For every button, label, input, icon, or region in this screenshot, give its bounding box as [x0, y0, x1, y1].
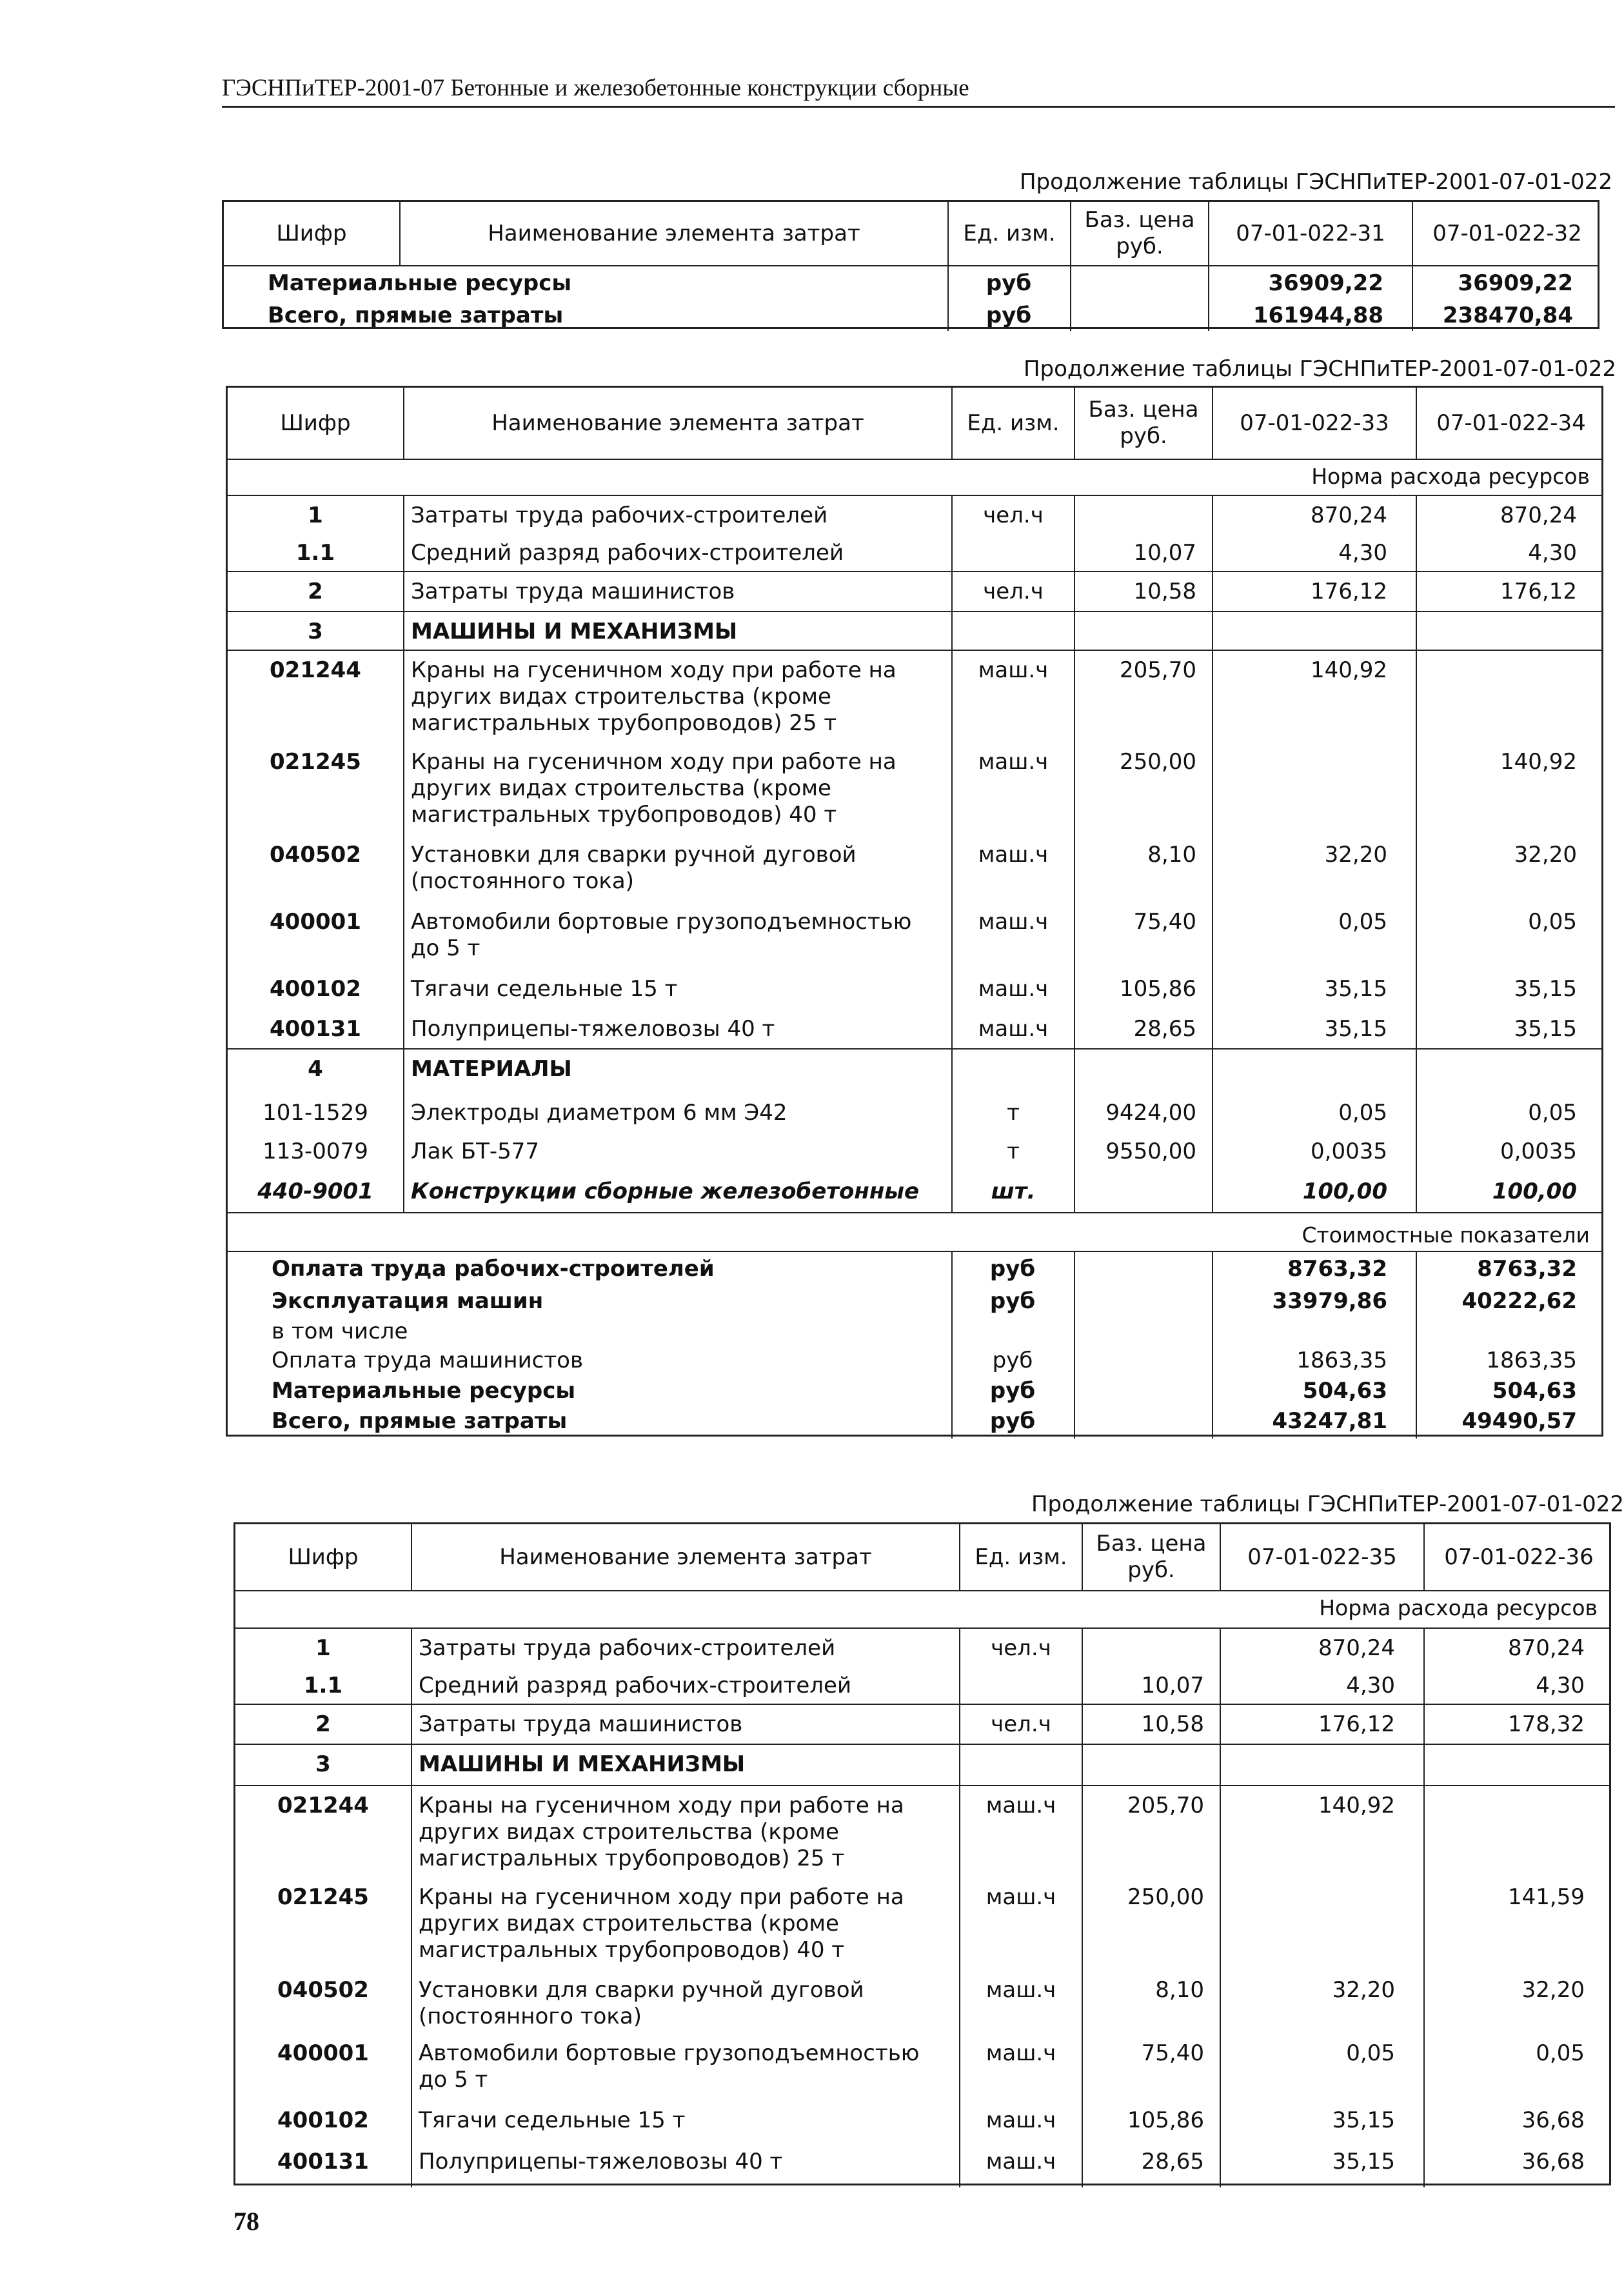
row-value-b: 36,68 — [1423, 2142, 1613, 2187]
row-value-a: 32,20 — [1212, 835, 1416, 902]
row-unit: маш.ч — [951, 835, 1074, 902]
row-code: 021245 — [270, 749, 361, 775]
row-value-b: 4,30 — [1423, 1666, 1613, 1704]
col-name-header: Наименование элемента затрат — [399, 202, 947, 265]
row-value-b: 0,05 — [1423, 2034, 1613, 2101]
total-row — [228, 1317, 1601, 1346]
row-value-b: 140,92 — [1416, 742, 1605, 835]
row-value-a: 0,05 — [1212, 902, 1416, 970]
row-unit: чел.ч — [951, 496, 1074, 533]
row-value-b: 141,59 — [1423, 1878, 1613, 1971]
total-unit: руб — [985, 270, 1032, 296]
row-code: 1 — [315, 1635, 331, 1661]
total-unit — [951, 1317, 1074, 1346]
row-value-b: 870,24 — [1416, 496, 1605, 533]
total-value-a: 8763,32 — [1287, 1256, 1387, 1282]
total-label: Эксплуатация машин — [272, 1288, 544, 1314]
total-row — [228, 1287, 1601, 1317]
row-code: 400001 — [270, 909, 361, 935]
table-row — [228, 970, 1601, 1010]
row-value-a: 35,15 — [1220, 2101, 1423, 2142]
total-row — [228, 1407, 1601, 1437]
row-value-b — [1423, 1786, 1613, 1878]
row-price — [1082, 1745, 1220, 1785]
row-price: 250,00 — [1082, 1878, 1220, 1971]
row-price: 9550,00 — [1074, 1132, 1212, 1172]
total-unit: руб — [985, 303, 1032, 328]
row-unit: маш.ч — [959, 2034, 1082, 2101]
row-unit: маш.ч — [959, 1786, 1082, 1878]
row-unit: маш.ч — [951, 1010, 1074, 1048]
table-row — [235, 1627, 1609, 1666]
row-code: 021244 — [277, 1793, 369, 1818]
row-code: 3 — [315, 1751, 331, 1777]
resource-table — [222, 200, 1599, 329]
row-name: Затраты труда рабочих-строителей — [411, 1629, 959, 1666]
row-value-a: 176,12 — [1220, 1705, 1423, 1744]
table-row — [228, 742, 1601, 835]
total-value-a: 504,63 — [1302, 1378, 1387, 1404]
cost-section-label: Стоимостные показатели — [1302, 1222, 1590, 1248]
row-unit — [959, 1666, 1082, 1704]
table-row — [235, 1785, 1609, 1878]
row-code: 2 — [308, 579, 323, 604]
table-row — [235, 2142, 1609, 2187]
col-code-header: Шифр — [288, 1544, 359, 1570]
row-code: 400131 — [277, 2149, 369, 2175]
row-price: 205,70 — [1082, 1786, 1220, 1878]
running-header — [222, 72, 1615, 108]
row-value-b: 35,15 — [1416, 970, 1605, 1010]
total-label: Оплата труда машинистов — [272, 1348, 584, 1373]
table-row — [228, 495, 1601, 533]
total-value-a: 36909,22 — [1268, 270, 1383, 296]
row-price: 10,58 — [1074, 572, 1212, 611]
col-code-b-header: 07-01-022-32 — [1412, 202, 1601, 265]
table-row — [235, 1971, 1609, 2034]
row-unit: шт. — [951, 1172, 1074, 1212]
row-code: 2 — [315, 1711, 331, 1737]
row-value-b — [1416, 651, 1605, 742]
row-name: Электроды диаметром 6 мм Э42 — [403, 1093, 951, 1132]
total-value-a: 1863,35 — [1296, 1348, 1387, 1373]
row-code: 4 — [308, 1056, 323, 1082]
total-value-b: 504,63 — [1492, 1378, 1577, 1404]
row-price — [1074, 496, 1212, 533]
table-row — [228, 835, 1601, 902]
row-name: Установки для сварки ручной дуговой (постоянного тока) — [411, 1971, 959, 2034]
row-unit: маш.ч — [959, 1971, 1082, 2034]
row-value-a — [1212, 1050, 1416, 1093]
norm-section-row — [235, 1590, 1609, 1627]
row-code: 1.1 — [303, 1673, 343, 1698]
table-row — [228, 1132, 1601, 1172]
row-value-a: 140,92 — [1212, 651, 1416, 742]
table-caption: Продолжение таблицы ГЭСНПиТЕР-2001-07-01-022 — [1023, 356, 1616, 382]
row-name: Средний разряд рабочих-строителей — [411, 1666, 959, 1704]
row-code: 400102 — [277, 2107, 369, 2133]
table-row — [228, 571, 1601, 611]
total-label: Материальные ресурсы — [268, 270, 572, 296]
table-row — [228, 533, 1601, 571]
row-name: Конструкции сборные железобетонные — [403, 1172, 951, 1212]
row-value-a — [1212, 742, 1416, 835]
row-value-a — [1212, 612, 1416, 650]
row-value-a: 4,30 — [1212, 533, 1416, 571]
total-value-b: 238470,84 — [1442, 303, 1573, 328]
table-row — [228, 611, 1601, 650]
table-header-row — [224, 202, 1598, 265]
total-row — [224, 269, 1598, 301]
row-code: 400102 — [270, 976, 361, 1002]
total-unit: руб — [989, 1378, 1036, 1404]
row-value-a: 140,92 — [1220, 1786, 1423, 1878]
total-value-b: 36909,22 — [1458, 270, 1573, 296]
row-name: Тягачи седельные 15 т — [411, 2101, 959, 2142]
row-price: 8,10 — [1082, 1971, 1220, 2034]
norm-section-row — [228, 459, 1601, 495]
row-price — [1074, 1050, 1212, 1093]
row-value-b: 36,68 — [1423, 2101, 1613, 2142]
row-unit: т — [951, 1093, 1074, 1132]
row-value-a: 870,24 — [1212, 496, 1416, 533]
table-row — [235, 2101, 1609, 2142]
row-code: 1.1 — [295, 540, 335, 566]
row-name: Средний разряд рабочих-строителей — [403, 533, 951, 571]
row-code: 3 — [308, 619, 323, 644]
row-name: МАШИНЫ И МЕХАНИЗМЫ — [403, 612, 951, 650]
col-code-header: Шифр — [280, 410, 351, 436]
total-label: Материальные ресурсы — [272, 1378, 576, 1404]
total-value-b: 8763,32 — [1477, 1256, 1577, 1282]
total-value-b: 49490,57 — [1461, 1408, 1577, 1434]
row-unit: маш.ч — [951, 742, 1074, 835]
row-name: Затраты труда машинистов — [403, 572, 951, 611]
col-unit-header: Ед. изм. — [947, 202, 1070, 265]
row-name: Лак БТ-577 — [403, 1132, 951, 1172]
row-code: 021244 — [270, 657, 361, 683]
row-unit: маш.ч — [951, 651, 1074, 742]
col-unit-header: Ед. изм. — [951, 388, 1074, 459]
table-row — [235, 1878, 1609, 1971]
total-row — [228, 1377, 1601, 1407]
total-value-a: 33979,86 — [1272, 1288, 1387, 1314]
col-code-a-header: 07-01-022-35 — [1220, 1524, 1423, 1590]
table-row — [228, 1010, 1601, 1048]
resource-table — [233, 1522, 1611, 2185]
total-value-a: 161944,88 — [1253, 303, 1383, 328]
total-value-a — [1212, 1317, 1416, 1346]
row-unit: маш.ч — [951, 902, 1074, 970]
totals-block — [228, 1251, 1601, 1438]
row-unit — [951, 533, 1074, 571]
total-unit: руб — [989, 1256, 1036, 1282]
row-price: 75,40 — [1082, 2034, 1220, 2101]
col-price-header: Баз. цена руб. — [1074, 388, 1212, 459]
table-header-row — [228, 388, 1601, 459]
col-name-header: Наименование элемента затрат — [403, 388, 951, 459]
col-price-header: Баз. цена руб. — [1082, 1524, 1220, 1590]
row-value-a: 176,12 — [1212, 572, 1416, 611]
total-label: Всего, прямые затраты — [268, 303, 564, 328]
row-value-b: 100,00 — [1416, 1172, 1605, 1212]
total-unit: руб — [989, 1288, 1036, 1314]
total-label: Всего, прямые затраты — [272, 1408, 568, 1434]
row-unit — [951, 1050, 1074, 1093]
row-value-b: 32,20 — [1423, 1971, 1613, 2034]
row-unit: т — [951, 1132, 1074, 1172]
row-value-b — [1416, 1050, 1605, 1093]
total-unit: руб — [992, 1348, 1033, 1373]
row-price: 105,86 — [1082, 2101, 1220, 2142]
row-price: 28,65 — [1074, 1010, 1212, 1048]
row-value-a — [1220, 1878, 1423, 1971]
table-row — [228, 1048, 1601, 1093]
row-name: Краны на гусеничном ходу при работе на других видах строительства (кроме магистральных трубопроводов) 40 т — [403, 742, 951, 835]
row-code: 021245 — [277, 1884, 369, 1910]
table-header-row — [235, 1524, 1609, 1590]
row-value-a: 32,20 — [1220, 1971, 1423, 2034]
row-value-a: 35,15 — [1212, 1010, 1416, 1048]
norm-section-label: Норма расхода ресурсов — [1319, 1595, 1598, 1620]
norm-section-label: Норма расхода ресурсов — [1311, 464, 1590, 489]
row-value-a — [1220, 1745, 1423, 1785]
table-row — [228, 1093, 1601, 1132]
total-value-b: 40222,62 — [1461, 1288, 1577, 1314]
row-unit: маш.ч — [959, 2142, 1082, 2187]
row-unit — [959, 1745, 1082, 1785]
total-value-b — [1416, 1317, 1605, 1346]
total-row — [228, 1346, 1601, 1377]
cost-section-row — [228, 1212, 1601, 1251]
col-unit-header: Ед. изм. — [959, 1524, 1082, 1590]
row-code: 040502 — [270, 842, 361, 868]
table-row — [235, 1744, 1609, 1785]
total-label: в том числе — [272, 1319, 408, 1344]
row-unit: маш.ч — [959, 2101, 1082, 2142]
row-value-b: 35,15 — [1416, 1010, 1605, 1048]
row-name: МАШИНЫ И МЕХАНИЗМЫ — [411, 1745, 959, 1785]
resource-table — [226, 386, 1603, 1437]
row-value-a: 4,30 — [1220, 1666, 1423, 1704]
row-code: 400001 — [277, 2040, 369, 2066]
row-value-a: 0,05 — [1220, 2034, 1423, 2101]
row-price: 10,58 — [1082, 1705, 1220, 1744]
row-value-b: 0,05 — [1416, 902, 1605, 970]
totals-block — [224, 265, 1598, 331]
row-name: Краны на гусеничном ходу при работе на других видах строительства (кроме магистральных трубопроводов) 25 т — [411, 1786, 959, 1878]
row-name: Автомобили бортовые грузоподъемностью до 5 т — [411, 2034, 959, 2101]
row-code: 400131 — [270, 1016, 361, 1042]
row-value-a: 35,15 — [1212, 970, 1416, 1010]
row-value-a: 100,00 — [1212, 1172, 1416, 1212]
row-name: Полуприцепы-тяжеловозы 40 т — [403, 1010, 951, 1048]
row-name: Тягачи седельные 15 т — [403, 970, 951, 1010]
col-code-a-header: 07-01-022-31 — [1208, 202, 1412, 265]
table-caption: Продолжение таблицы ГЭСНПиТЕР-2001-07-01-022 — [1019, 169, 1612, 195]
row-value-b: 176,12 — [1416, 572, 1605, 611]
total-label: Оплата труда рабочих-строителей — [272, 1256, 715, 1282]
row-value-b: 0,05 — [1416, 1093, 1605, 1132]
row-price: 28,65 — [1082, 2142, 1220, 2187]
total-value-a: 43247,81 — [1272, 1408, 1387, 1434]
total-unit: руб — [989, 1408, 1036, 1434]
row-price: 250,00 — [1074, 742, 1212, 835]
col-code-b-header: 07-01-022-34 — [1416, 388, 1605, 459]
table-row — [235, 1704, 1609, 1744]
row-value-a: 0,05 — [1212, 1093, 1416, 1132]
row-value-a: 870,24 — [1220, 1629, 1423, 1666]
row-price: 205,70 — [1074, 651, 1212, 742]
row-code: 040502 — [277, 1977, 369, 2003]
total-value-b: 1863,35 — [1486, 1348, 1577, 1373]
row-price: 105,86 — [1074, 970, 1212, 1010]
row-unit: маш.ч — [951, 970, 1074, 1010]
row-code: 1 — [308, 503, 323, 528]
row-code: 101-1529 — [262, 1100, 368, 1126]
col-code-a-header: 07-01-022-33 — [1212, 388, 1416, 459]
row-price: 10,07 — [1082, 1666, 1220, 1704]
row-value-b — [1416, 612, 1605, 650]
row-value-b: 870,24 — [1423, 1629, 1613, 1666]
row-price: 10,07 — [1074, 533, 1212, 571]
row-name: Автомобили бортовые грузоподъемностью до 5 т — [403, 902, 951, 970]
row-price: 9424,00 — [1074, 1093, 1212, 1132]
row-unit: маш.ч — [959, 1878, 1082, 1971]
row-unit: чел.ч — [951, 572, 1074, 611]
row-value-b: 32,20 — [1416, 835, 1605, 902]
row-name: Установки для сварки ручной дуговой (постоянного тока) — [403, 835, 951, 902]
page-number: 78 — [233, 2207, 259, 2236]
row-name: Краны на гусеничном ходу при работе на других видах строительства (кроме магистральных трубопроводов) 40 т — [411, 1878, 959, 1971]
row-value-b: 178,32 — [1423, 1705, 1613, 1744]
row-price — [1082, 1629, 1220, 1666]
row-value-b — [1423, 1745, 1613, 1785]
running-header-text: ГЭСНПиТЕР-2001-07 Бетонные и железобетонные конструкции сборные — [222, 75, 969, 101]
table-row — [235, 1666, 1609, 1704]
col-code-b-header: 07-01-022-36 — [1423, 1524, 1613, 1590]
table-row — [228, 650, 1601, 742]
table-row — [228, 902, 1601, 970]
table-row — [228, 1172, 1601, 1212]
row-name: Затраты труда машинистов — [411, 1705, 959, 1744]
row-value-a: 0,0035 — [1212, 1132, 1416, 1172]
row-price: 75,40 — [1074, 902, 1212, 970]
row-unit — [951, 612, 1074, 650]
row-unit: чел.ч — [959, 1705, 1082, 1744]
row-price: 8,10 — [1074, 835, 1212, 902]
row-price — [1074, 1172, 1212, 1212]
row-value-b: 4,30 — [1416, 533, 1605, 571]
col-code-header: Шифр — [276, 220, 347, 246]
row-value-b: 0,0035 — [1416, 1132, 1605, 1172]
row-name: МАТЕРИАЛЫ — [403, 1050, 951, 1093]
row-name: Затраты труда рабочих-строителей — [403, 496, 951, 533]
total-row — [224, 301, 1598, 330]
row-code: 440-9001 — [257, 1179, 373, 1204]
col-name-header: Наименование элемента затрат — [411, 1524, 959, 1590]
total-row — [228, 1255, 1601, 1287]
row-name: Краны на гусеничном ходу при работе на других видах строительства (кроме магистральных трубопроводов) 25 т — [403, 651, 951, 742]
row-unit: чел.ч — [959, 1629, 1082, 1666]
table-caption: Продолжение таблицы ГЭСНПиТЕР-2001-07-01-022 — [1031, 1491, 1624, 1517]
row-name: Полуприцепы-тяжеловозы 40 т — [411, 2142, 959, 2187]
col-price-header: Баз. цена руб. — [1070, 202, 1208, 265]
row-code: 113-0079 — [262, 1139, 368, 1164]
row-price — [1074, 612, 1212, 650]
row-value-a: 35,15 — [1220, 2142, 1423, 2187]
table-row — [235, 2034, 1609, 2101]
